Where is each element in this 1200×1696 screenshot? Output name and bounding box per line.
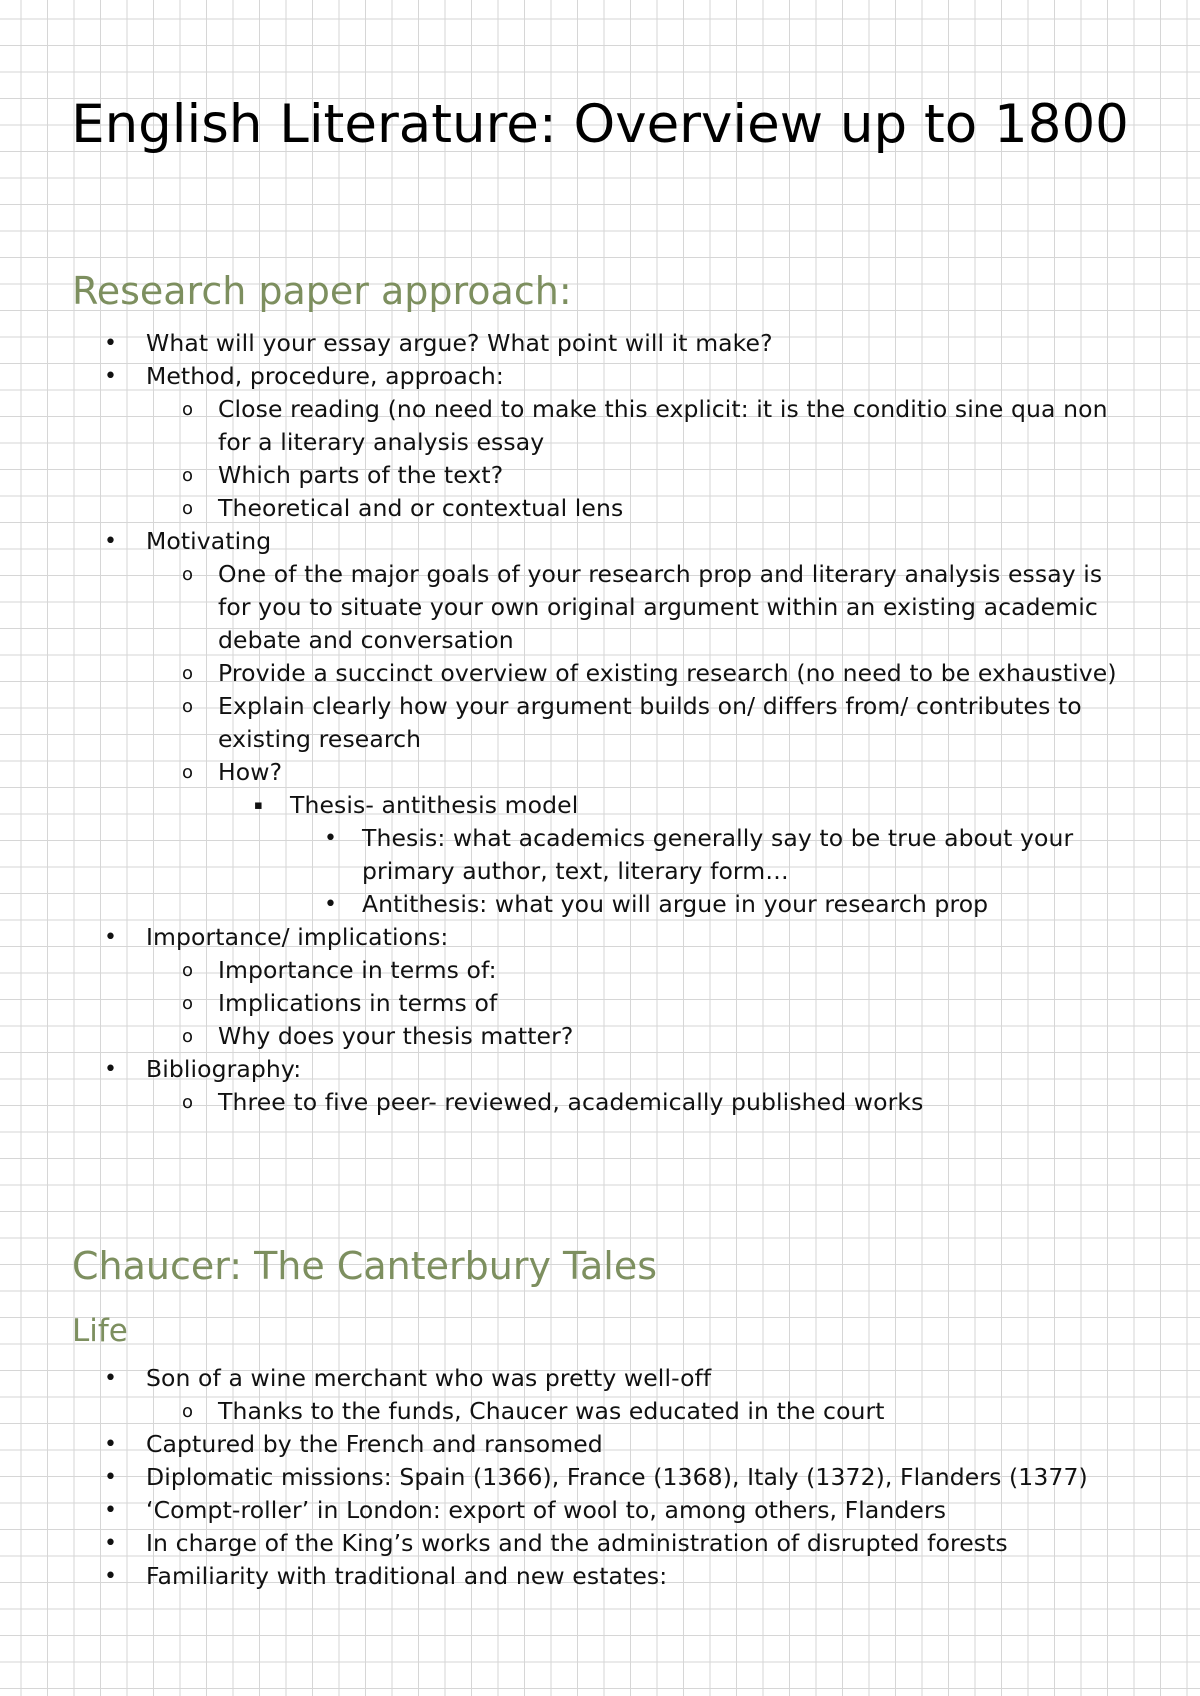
subheading-life: Life	[72, 1313, 128, 1349]
chaucer-life-list	[0, 1362, 1200, 1593]
bullet-icon: •	[104, 1432, 118, 1457]
list-item-text: Three to five peer- reviewed, academically published works	[218, 1088, 924, 1116]
list-item-text: Antithesis: what you will argue in your research prop	[362, 890, 989, 918]
list-item-text: Implications in terms of	[218, 989, 498, 1017]
list-item	[0, 1020, 1128, 1053]
list-item-text: One of the major goals of your research prop and literary analysis essay is for you to situate your own original argument within an existing academic debate and conversation	[218, 560, 1103, 654]
list-item	[0, 1560, 1126, 1593]
list-item	[0, 954, 1128, 987]
list-item-text: Thesis: what academics generally say to be true about your primary author, text, literary form…	[362, 824, 1074, 885]
bullet-icon: o	[182, 993, 194, 1014]
list-item	[0, 1086, 1128, 1119]
bullet-icon: •	[104, 925, 118, 950]
bullet-icon: o	[182, 399, 194, 420]
bullet-icon: o	[182, 696, 194, 717]
list-item-text: In charge of the King’s works and the administration of disrupted forests	[146, 1529, 1008, 1557]
list-item-text: Importance in terms of:	[218, 956, 497, 984]
list-item-text: How?	[218, 758, 283, 786]
bullet-icon: •	[324, 892, 338, 917]
bullet-icon: ▪	[254, 798, 263, 813]
bullet-icon: •	[104, 364, 118, 389]
bullet-icon: •	[324, 826, 338, 851]
list-item	[0, 327, 1126, 360]
bullet-icon: •	[104, 1564, 118, 1589]
bullet-icon: •	[104, 331, 118, 356]
list-item-text: ‘Compt-roller’ in London: export of wool to, among others, Flanders	[146, 1496, 947, 1524]
list-item-text: Importance/ implications:	[146, 923, 449, 951]
list-item	[0, 921, 1126, 954]
list-item-text: Diplomatic missions: Spain (1366), France (1368), Italy (1372), Flanders (1377)	[146, 1463, 1088, 1491]
bullet-icon: o	[182, 498, 194, 519]
list-item-text: Provide a succinct overview of existing research (no need to be exhaustive)	[218, 659, 1117, 687]
list-item-text: Method, procedure, approach:	[146, 362, 504, 390]
list-item-text: Thesis- antithesis model	[290, 791, 579, 819]
list-item-text: What will your essay argue? What point will it make?	[146, 329, 773, 357]
bullet-icon: o	[182, 1026, 194, 1047]
section-heading-chaucer: Chaucer: The Canterbury Tales	[72, 1244, 657, 1288]
list-item	[0, 1527, 1126, 1560]
list-item-text: Which parts of the text?	[218, 461, 504, 489]
bullet-icon: •	[104, 1498, 118, 1523]
list-item	[0, 1395, 1128, 1428]
page-title: English Literature: Overview up to 1800	[71, 94, 1129, 155]
list-item	[0, 492, 1128, 525]
list-item	[0, 822, 1102, 888]
list-item-text: Motivating	[146, 527, 272, 555]
list-item	[0, 459, 1128, 492]
bullet-icon: o	[182, 663, 194, 684]
bullet-icon: •	[104, 1531, 118, 1556]
list-item	[0, 525, 1126, 558]
bullet-icon: o	[182, 1401, 194, 1422]
bullet-icon: •	[104, 1057, 118, 1082]
bullet-icon: o	[182, 960, 194, 981]
list-item	[0, 789, 1130, 822]
bullet-icon: o	[182, 1092, 194, 1113]
list-item	[0, 360, 1126, 393]
bullet-icon: o	[182, 762, 194, 783]
list-item-text: Bibliography:	[146, 1055, 302, 1083]
section-heading-research-approach: Research paper approach:	[72, 269, 572, 313]
list-item	[0, 888, 1102, 921]
list-item	[0, 1053, 1126, 1086]
list-item	[0, 690, 1128, 756]
list-item-text: Theoretical and or contextual lens	[218, 494, 624, 522]
list-item	[0, 1428, 1126, 1461]
list-item-text: Explain clearly how your argument builds on/ differs from/ contributes to existing research	[218, 692, 1082, 753]
list-item-text: Close reading (no need to make this explicit: it is the conditio sine qua non for a literary analysis essay	[218, 395, 1108, 456]
list-item	[0, 756, 1128, 789]
bullet-icon: •	[104, 529, 118, 554]
list-item	[0, 987, 1128, 1020]
list-item	[0, 1362, 1126, 1395]
list-item-text: Familiarity with traditional and new estates:	[146, 1562, 668, 1590]
bullet-icon: •	[104, 1366, 118, 1391]
research-approach-list	[0, 327, 1200, 1119]
bullet-icon: •	[104, 1465, 118, 1490]
list-item-text: Son of a wine merchant who was pretty well-off	[146, 1364, 712, 1392]
list-item	[0, 657, 1128, 690]
list-item-text: Why does your thesis matter?	[218, 1022, 574, 1050]
list-item-text: Captured by the French and ransomed	[146, 1430, 603, 1458]
bullet-icon: o	[182, 465, 194, 486]
list-item-text: Thanks to the funds, Chaucer was educated in the court	[218, 1397, 885, 1425]
list-item	[0, 558, 1128, 657]
list-item	[0, 1461, 1126, 1494]
list-item	[0, 1494, 1126, 1527]
bullet-icon: o	[182, 564, 194, 585]
list-item	[0, 393, 1128, 459]
